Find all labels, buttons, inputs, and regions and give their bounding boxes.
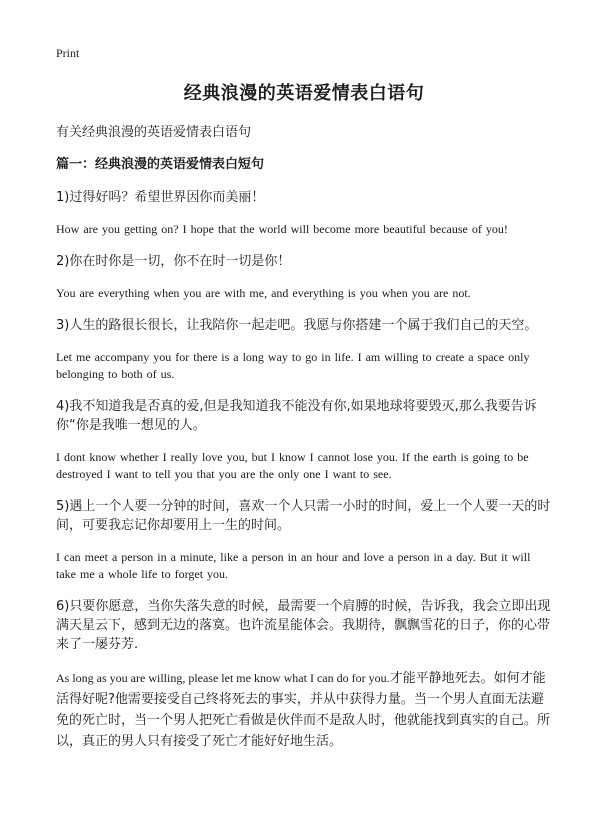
page-title: 经典浪漫的英语爱情表白语句 [183, 83, 425, 104]
quote-5-english: I can meet a person in a minute, like a person in an hour and love a person in a day. But it will take me a whole life to forget you. [56, 550, 531, 581]
quote-3-english: Let me accompany you for there is a long way to go in life. I am willing to create a space only belonging to both of us. [56, 350, 530, 381]
quote-4-chinese: 4)我不知道我是否真的爱,但是我知道我不能没有你,如果地球将要毁灭,那么我要告诉你“你是我唯一想见的人。 [56, 399, 537, 433]
quote-1-chinese: 1)过得好吗？希望世界因你而美丽！ [56, 190, 265, 205]
quote-2-english: You are everything when you are with me, and everything is you when you are not. [56, 286, 471, 300]
quote-1-english: How are you getting on? I hope that the world will become more beautiful because of you! [56, 222, 508, 236]
quote-6-chinese-tail: 才能平静地死去。如何才能活得好呢?他需要接受自己终将死去的事实，并从中获得力量。当一个男人直面无法避免的死亡时，当一个男人把死亡看做是伙伴而不是敌人时，他就能找到真实的自己。所以，真正的男人只有接受了死亡才能好好地生活。 [56, 671, 551, 749]
document-subtitle: 有关经典浪漫的英语爱情表白语句 [56, 125, 252, 140]
quote-4-english: I dont know whether I really love you, but I know I cannot lose you. If the earth is going to be destroyed I want to tell you that you are the only one I want to see. [56, 450, 529, 481]
quote-6-chinese: 6)只要你愿意，当你失落失意的时候，最需要一个肩膊的时候，告诉我，我会立即出现满天星云下，感到无边的落寞。也许流星能体会。我期待，飘飘雪花的日子，你的心带来了一屡芬芳. [56, 599, 551, 652]
quote-3-chinese: 3)人生的路很长很长，让我陪你一起走吧。我愿与你搭建一个属于我们自己的天空。 [56, 318, 538, 333]
quote-5-chinese: 5)遇上一个人要一分钟的时间，喜欢一个人只需一小时的时间，爱上一个人要一天的时间，可要我忘记你却要用上一生的时间。 [56, 499, 551, 533]
quote-6-mixed-paragraph [56, 668, 552, 752]
quote-6-english: As long as you are willing, please let me know what I can do for you. [56, 671, 390, 685]
section-heading: 篇一：经典浪漫的英语爱情表白短句 [56, 157, 265, 172]
print-link[interactable]: Print [56, 46, 80, 60]
quote-2-chinese: 2)你在时你是一切，你不在时一切是你！ [56, 254, 291, 269]
